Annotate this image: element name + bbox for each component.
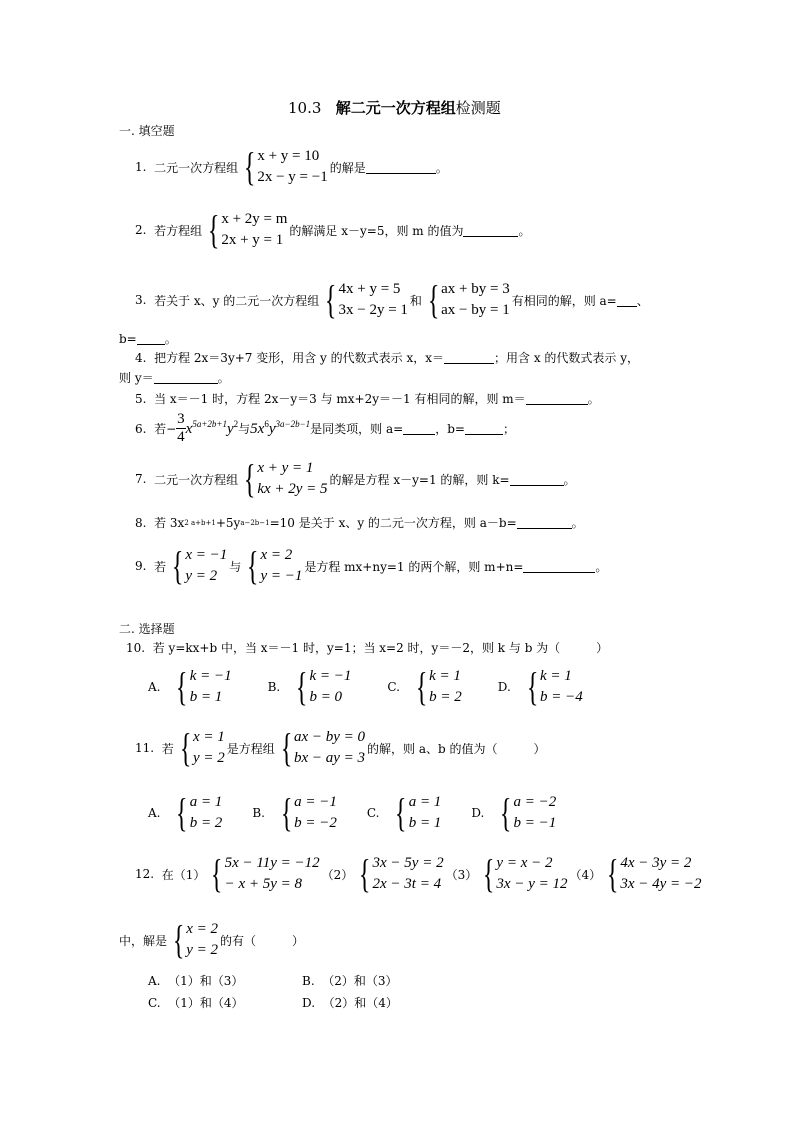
question-text: 二元一次方程组 (154, 160, 239, 175)
question-11-options (148, 792, 592, 834)
equation: a = −1 (294, 794, 337, 810)
option-label: D. (471, 806, 485, 820)
equation: b = 1 (189, 689, 223, 705)
title-number: 10.3 (288, 99, 322, 117)
equation: b = 2 (429, 689, 462, 705)
punctuation: 。 (518, 223, 531, 238)
equation: y = 2 (185, 568, 218, 584)
answer-blank[interactable] (517, 516, 572, 529)
answer-blank-b[interactable] (465, 422, 503, 435)
punctuation: 。 (563, 472, 576, 487)
equation: x = 1 (192, 729, 225, 745)
answer-blank-x[interactable] (444, 351, 494, 364)
brace-icon: { (526, 664, 539, 709)
question-text: 有相同的解，则 a= (511, 293, 617, 308)
option-d[interactable] (302, 994, 398, 1011)
brace-icon: { (176, 790, 188, 835)
option-a[interactable] (148, 666, 234, 708)
equation: a = 1 (189, 794, 223, 810)
option-a[interactable] (148, 972, 243, 989)
equation-system (240, 458, 327, 500)
term-2 (250, 419, 310, 438)
equation: a = −2 (513, 794, 557, 810)
equation: b = 2 (189, 815, 223, 831)
question-number: 7. (135, 472, 147, 486)
variable: 5x (250, 421, 265, 437)
punctuation: ； (502, 422, 515, 436)
equation-system (207, 853, 319, 895)
option-label: B. (302, 974, 315, 988)
question-number: 2. (135, 223, 147, 237)
brace-icon: { (359, 851, 371, 896)
question-text: 若− (154, 422, 177, 436)
equation: 4x + y = 5 (338, 281, 401, 297)
equation: b = 1 (408, 815, 442, 831)
brace-icon: { (243, 144, 256, 189)
answer-blank-b[interactable] (137, 332, 165, 345)
question-text: 若 y=kx+b 中，当 x＝－1 时，y=1；当 x=2 时，y＝－2，则 k 与 b 为（ ） (152, 641, 609, 655)
equation: b = −1 (513, 815, 557, 831)
punctuation: 。 (571, 516, 584, 530)
question-text: +5y (215, 515, 241, 530)
fraction (176, 411, 186, 446)
option-label: C. (148, 996, 161, 1010)
question-text: 若关于 x、y 的二元一次方程组 (154, 293, 320, 308)
option-label: D. (497, 680, 511, 694)
equation: a = 1 (408, 794, 442, 810)
equation-system (355, 853, 443, 895)
brace-icon: { (247, 543, 259, 588)
equation: 3x − 5y = 2 (372, 855, 444, 871)
question-number: 6. (135, 421, 147, 436)
question-text: 的解是 (329, 160, 366, 175)
punctuation: 、 (636, 293, 649, 308)
brace-icon: { (280, 790, 293, 835)
option-c[interactable] (387, 666, 463, 708)
option-text: （1）和（4） (168, 996, 244, 1010)
question-3-continued (119, 330, 177, 347)
question-12-continued (119, 919, 304, 961)
question-text: 若方程组 (154, 223, 203, 238)
variable: y (268, 421, 276, 437)
brace-icon: { (427, 277, 440, 322)
exponent: 5a+2b+1 (192, 419, 227, 429)
brace-icon: { (500, 790, 512, 835)
fraction-denominator: 4 (177, 429, 185, 445)
question-text: 的解，则 a、b 的值为（ ） (367, 741, 546, 756)
equation: y = 2 (192, 750, 225, 766)
question-text: 的有（ ） (220, 933, 305, 948)
equation: ax + by = 3 (441, 281, 510, 297)
page-title (288, 97, 501, 118)
system-label: （2） (321, 867, 354, 882)
brace-icon: { (207, 207, 220, 252)
brace-icon: { (176, 664, 188, 709)
option-b[interactable] (252, 792, 339, 834)
question-number: 9. (135, 559, 147, 573)
option-text: （2）和（3） (322, 974, 398, 988)
equation: kx + 2y = 5 (257, 481, 328, 497)
equation-system (204, 209, 287, 251)
equation: b = −2 (294, 815, 337, 831)
equation-system (277, 727, 365, 769)
question-3 (135, 279, 649, 321)
equation: 3x − 2y = 1 (338, 302, 408, 318)
question-text: 中，解是 (119, 933, 168, 948)
equation: − x + 5y = 8 (224, 876, 303, 892)
section-heading-multiple-choice: 二. 选择题 (119, 622, 175, 636)
brace-icon: { (179, 725, 192, 770)
punctuation: 。 (435, 160, 448, 175)
option-label: D. (302, 996, 316, 1010)
term-1 (186, 419, 239, 438)
question-text: 当 x＝－1 时，方程 2x－y＝3 与 mx+2y＝－1 有相同的解，则 m＝ (154, 392, 526, 406)
equation: b = 0 (309, 689, 343, 705)
question-6 (135, 411, 515, 446)
answer-blank[interactable] (526, 392, 588, 405)
brace-icon: { (606, 851, 619, 896)
brace-icon: { (211, 851, 223, 896)
option-c[interactable] (148, 994, 244, 1011)
question-text: b= (119, 331, 137, 346)
equation-system (169, 919, 218, 961)
equation: x = −1 (185, 547, 228, 563)
equation: ax − by = 1 (441, 302, 510, 318)
equation: 4x − 3y = 2 (620, 855, 692, 871)
section-heading-fill-in: 一. 填空题 (119, 124, 175, 138)
option-b[interactable] (268, 666, 354, 708)
punctuation: 。 (587, 392, 600, 406)
question-text: 与 (238, 422, 251, 436)
question-number: 10. (126, 640, 146, 655)
brace-icon: { (395, 790, 407, 835)
title-rest: 检测题 (455, 99, 501, 117)
option-d[interactable] (471, 792, 558, 834)
question-text: 把方程 2x＝3y+7 变形，用含 y 的代数式表示 x，x＝ (154, 351, 444, 365)
exponent: 6 (264, 419, 269, 429)
question-number: 1. (135, 160, 147, 174)
question-text: ，b= (435, 422, 465, 436)
exponent: 3a−2b−1 (275, 419, 311, 429)
answer-blank[interactable] (463, 224, 518, 237)
question-text: ；用含 x 的代数式表示 y， (494, 351, 639, 365)
question-text: 若 (161, 741, 174, 756)
answer-blank-a[interactable] (403, 422, 435, 435)
punctuation: 。 (164, 332, 177, 346)
question-number: 8. (135, 515, 147, 530)
equation: k = −1 (189, 668, 232, 684)
question-number: 5. (135, 391, 147, 406)
equation: bx − ay = 3 (293, 750, 366, 766)
equation-system (479, 853, 567, 895)
question-text: 二元一次方程组 (154, 472, 239, 487)
option-label: B. (267, 680, 281, 694)
option-label: B. (252, 806, 265, 820)
system-label: （3） (445, 867, 478, 882)
option-text: （2）和（4） (322, 996, 398, 1010)
question-text: =10 是关于 x、y 的二元一次方程，则 a－b= (269, 516, 517, 530)
question-9 (135, 545, 607, 587)
question-4-continued (119, 369, 230, 386)
exponent: a−2b−1 (240, 518, 270, 527)
punctuation: 。 (595, 559, 608, 574)
equation: k = 1 (539, 668, 572, 684)
equation: 5x − 11y = −12 (224, 855, 320, 871)
question-text: 的解满足 x－y=5，则 m 的值为 (289, 223, 464, 238)
question-text: 在 (161, 867, 174, 882)
equation-system (168, 545, 227, 587)
question-4 (135, 349, 639, 366)
equation: 2x + y = 1 (221, 232, 284, 248)
question-number: 4. (135, 350, 147, 365)
brace-icon: { (171, 543, 184, 588)
question-12 (135, 853, 704, 895)
fraction-numerator: 3 (177, 411, 185, 427)
brace-icon: { (172, 917, 185, 962)
question-text: 则 y＝ (119, 371, 154, 385)
question-2 (135, 209, 530, 251)
question-8 (135, 514, 584, 531)
equation: 2x − y = −1 (257, 169, 328, 185)
title-bold: 解二元一次方程组 (335, 99, 456, 117)
variable: x (185, 421, 193, 437)
question-number: 11. (135, 741, 155, 755)
equation: x + y = 1 (257, 460, 314, 476)
question-text: 和 (409, 293, 422, 308)
option-c[interactable] (367, 792, 443, 834)
question-5 (135, 390, 600, 407)
option-text: （1）和（3） (168, 974, 244, 988)
equation-system (603, 853, 701, 895)
question-text: 的解是方程 x－y=1 的解，则 k= (329, 472, 510, 487)
equation: k = −1 (309, 668, 352, 684)
question-10-options (148, 666, 619, 708)
question-number: 12. (135, 867, 155, 881)
system-label: （1） (173, 867, 206, 882)
equation-system (176, 727, 225, 769)
question-number: 3. (135, 293, 147, 307)
equation: k = 1 (429, 668, 461, 684)
option-label: A. (148, 974, 161, 988)
equation: 2x − 3t = 4 (372, 876, 442, 892)
equation: y = 2 (186, 942, 218, 958)
question-text: 若 3x (154, 516, 185, 530)
answer-blank[interactable] (523, 560, 595, 573)
option-label: A. (148, 680, 161, 694)
question-text: 与 (229, 559, 242, 574)
equation: 3x − 4y = −2 (620, 876, 702, 892)
equation-system (243, 545, 302, 587)
question-11 (135, 727, 545, 769)
question-text: 是方程组 (226, 741, 275, 756)
option-label: A. (148, 806, 161, 820)
question-7 (135, 458, 576, 500)
question-text: 是方程 mx+ny=1 的两个解，则 m+n= (304, 559, 524, 574)
option-a[interactable] (148, 792, 224, 834)
equation: 3x − y = 12 (496, 876, 568, 892)
equation: y = −1 (260, 568, 303, 584)
equation-system (424, 279, 510, 321)
question-1 (135, 146, 448, 188)
answer-blank[interactable] (510, 473, 564, 486)
question-text: 若 (154, 559, 167, 574)
option-label: C. (387, 680, 400, 694)
brace-icon: { (483, 851, 495, 896)
variable: y (226, 421, 234, 437)
equation: x = 2 (260, 547, 293, 563)
punctuation: 。 (217, 371, 230, 385)
option-label: C. (366, 806, 380, 820)
equation: x = 2 (186, 921, 218, 937)
option-b[interactable] (302, 972, 398, 989)
brace-icon: { (325, 277, 337, 322)
exponent: 2 a+b+1 (184, 518, 216, 527)
equation: x + y = 10 (257, 148, 320, 164)
exponent: 2 (233, 419, 239, 429)
brace-icon: { (415, 664, 428, 709)
equation-system (321, 279, 408, 321)
equation: b = −4 (539, 689, 583, 705)
option-d[interactable] (498, 666, 585, 708)
brace-icon: { (243, 456, 256, 501)
equation: x + 2y = m (221, 211, 288, 227)
answer-blank[interactable] (366, 161, 436, 174)
answer-blank-a[interactable] (617, 294, 637, 307)
brace-icon: { (296, 664, 308, 709)
answer-blank-y[interactable] (154, 371, 218, 384)
question-text: 是同类项，则 a= (310, 422, 404, 436)
equation-system (240, 146, 328, 188)
system-label: （4） (569, 867, 602, 882)
brace-icon: { (280, 725, 293, 770)
equation: y = x − 2 (496, 855, 553, 871)
equation: ax − by = 0 (293, 729, 366, 745)
question-10 (126, 639, 608, 656)
